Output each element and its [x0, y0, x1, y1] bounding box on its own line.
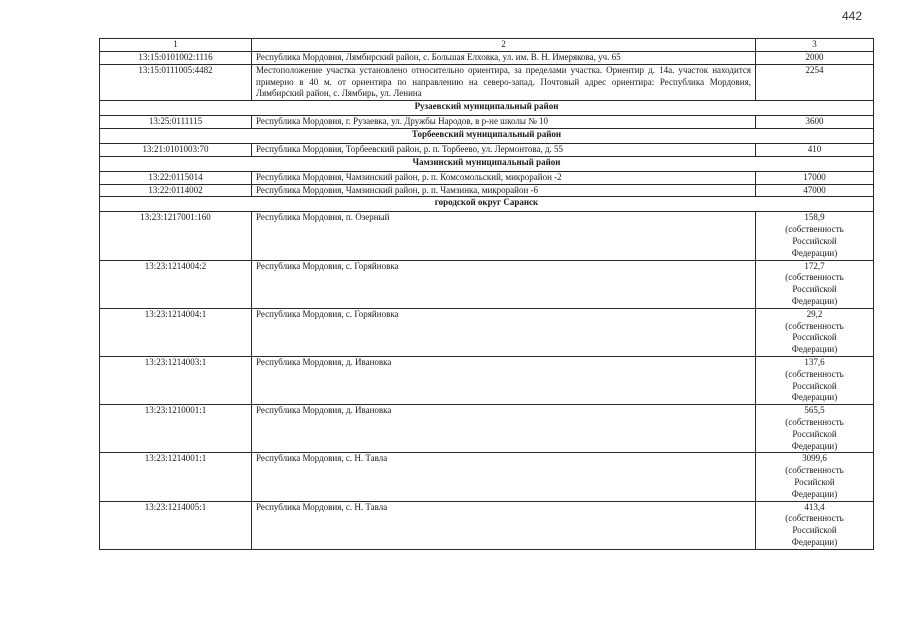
plot-area: 158,9 [804, 212, 825, 223]
section-title: Торбеевский муниципальный район [100, 128, 874, 143]
plot-area: 2254 [805, 64, 824, 75]
ownership-note: Федерации) [791, 392, 838, 403]
ownership-note: Федерации) [791, 344, 838, 355]
plot-address: Республика Мордовия, с. Н. Тавла [252, 501, 756, 549]
cadastral-number: 13:23:1214005:1 [100, 501, 252, 549]
table-row [100, 405, 874, 453]
plot-address: Республика Мордовия, с. Горяйновка [252, 308, 756, 356]
plot-area: 2000 [805, 52, 824, 62]
table-row [100, 116, 874, 129]
plot-address: Республика Мордовия, г. Рузаевка, ул. Дружбы Народов, в р-не школы № 10 [252, 116, 756, 129]
cadastral-number: 13:23:1214004:2 [100, 260, 252, 308]
cadastral-number: 13:23:1214003:1 [100, 356, 252, 404]
table-row [100, 184, 874, 197]
section-header-row [100, 156, 874, 171]
plot-address: Республика Мордовия, Лямбирский район, с. Большая Елховка, ул. им. В. Н. Имерякова, уч. 65 [252, 52, 756, 65]
table-row [100, 143, 874, 156]
table-row [100, 356, 874, 404]
plot-area-cell [756, 184, 874, 197]
section-header-row [100, 128, 874, 143]
plot-address: Республика Мордовия, Торбеевский район, р. п. Торбеево, ул. Лермонтова, д. 55 [252, 143, 756, 156]
ownership-note: Федерации) [791, 247, 838, 258]
plot-area: 410 [807, 143, 822, 154]
plot-address: Местоположение участка установлено относительно ориентира, за пределами участка. Ориентир д. 14а. участок находится примерно в 40 м. от ориентира по направлению на северо-запад. Почтовый адрес ориентира: Республика Мордовия, Лямбирский район, с. Лямбирь, ул. Ленина [252, 64, 756, 100]
ownership-note: (собственность [785, 272, 844, 283]
ownership-note: Российской [792, 380, 837, 391]
cadastral-number: 13:22:0114002 [100, 184, 252, 197]
plot-address: Республика Мордовия, с. Н. Тавла [252, 453, 756, 501]
table-row [100, 171, 874, 184]
ownership-note: Российской [792, 235, 837, 246]
plot-area-cell [756, 308, 874, 356]
ownership-note: Российской [792, 284, 837, 295]
plot-address: Республика Мордовия, Чамзинский район, р. п. Комсомольский, микрорайон -2 [252, 171, 756, 184]
cadastral-number: 13:23:1214001:1 [100, 453, 252, 501]
plot-area: 3600 [805, 116, 824, 127]
ownership-note: (собственность [785, 320, 844, 331]
plot-area-cell [756, 64, 874, 100]
ownership-note: (собственность [785, 416, 844, 427]
ownership-note: (собственность [785, 368, 844, 379]
cadastral-number: 13:21:0101003:70 [100, 143, 252, 156]
table-row [100, 453, 874, 501]
ownership-note: Федерации) [791, 536, 838, 547]
plot-area-cell [756, 501, 874, 549]
plot-area-cell [756, 116, 874, 129]
plot-address: Республика Мордовия, п. Озерный [252, 212, 756, 260]
table-row [100, 260, 874, 308]
column-number-3: 3 [756, 39, 874, 52]
plot-area-cell [756, 453, 874, 501]
plot-area-cell [756, 143, 874, 156]
plot-address: Республика Мордовия, Чамзинский район, р. п. Чамзинка, микрорайон -6 [252, 184, 756, 197]
plot-area-cell [756, 405, 874, 453]
cadastral-number: 13:23:1210001:1 [100, 405, 252, 453]
plot-area: 172,7 [804, 260, 825, 271]
cadastral-number: 13:25:0111115 [100, 116, 252, 129]
section-header-row [100, 197, 874, 212]
ownership-note: (собственность [785, 465, 844, 476]
cadastral-number: 13:23:1217001:160 [100, 212, 252, 260]
plot-area: 47000 [803, 184, 826, 195]
section-title: городской округ Саранск [100, 197, 874, 212]
ownership-note: Федерации) [791, 295, 838, 306]
plot-area: 3099,6 [802, 453, 827, 464]
column-number-2: 2 [252, 39, 756, 52]
cadastral-number: 13:15:0111005:4482 [100, 64, 252, 100]
ownership-note: Российской [792, 428, 837, 439]
plot-area: 413,4 [804, 501, 825, 512]
plot-area-cell [756, 212, 874, 260]
ownership-note: (собственность [785, 224, 844, 235]
section-header-row [100, 101, 874, 116]
plot-address: Республика Мордовия, д. Ивановка [252, 405, 756, 453]
ownership-note: Российской [792, 332, 837, 343]
land-plots-table [99, 38, 874, 550]
column-number-1: 1 [100, 39, 252, 52]
cadastral-number: 13:22:0115014 [100, 171, 252, 184]
plot-area: 29,2 [806, 308, 823, 319]
plot-address: Республика Мордовия, с. Горяйновка [252, 260, 756, 308]
table-row [100, 308, 874, 356]
plot-area-cell [756, 260, 874, 308]
ownership-note: (собственность [785, 513, 844, 524]
section-title: Рузаевский муниципальный район [100, 101, 874, 116]
page-number: 442 [842, 9, 863, 23]
table-row [100, 52, 874, 65]
cadastral-number: 13:15:0101002:1116 [100, 52, 252, 65]
plot-area: 137,6 [804, 356, 825, 367]
table-row [100, 212, 874, 260]
table-row [100, 501, 874, 549]
ownership-note: Росийской [794, 476, 835, 487]
table-row [100, 64, 874, 100]
column-number-row [100, 39, 874, 52]
section-title: Чамзинский муниципальный район [100, 156, 874, 171]
plot-area-cell [756, 52, 874, 65]
plot-area-cell [756, 356, 874, 404]
plot-address: Республика Мордовия, д. Ивановка [252, 356, 756, 404]
plot-area-cell [756, 171, 874, 184]
plot-area: 17000 [803, 171, 826, 182]
ownership-note: Федерации) [791, 440, 838, 451]
ownership-note: Российской [792, 525, 837, 536]
ownership-note: Федерации) [791, 488, 838, 499]
cadastral-number: 13:23:1214004:1 [100, 308, 252, 356]
plot-area: 565,5 [804, 405, 825, 416]
